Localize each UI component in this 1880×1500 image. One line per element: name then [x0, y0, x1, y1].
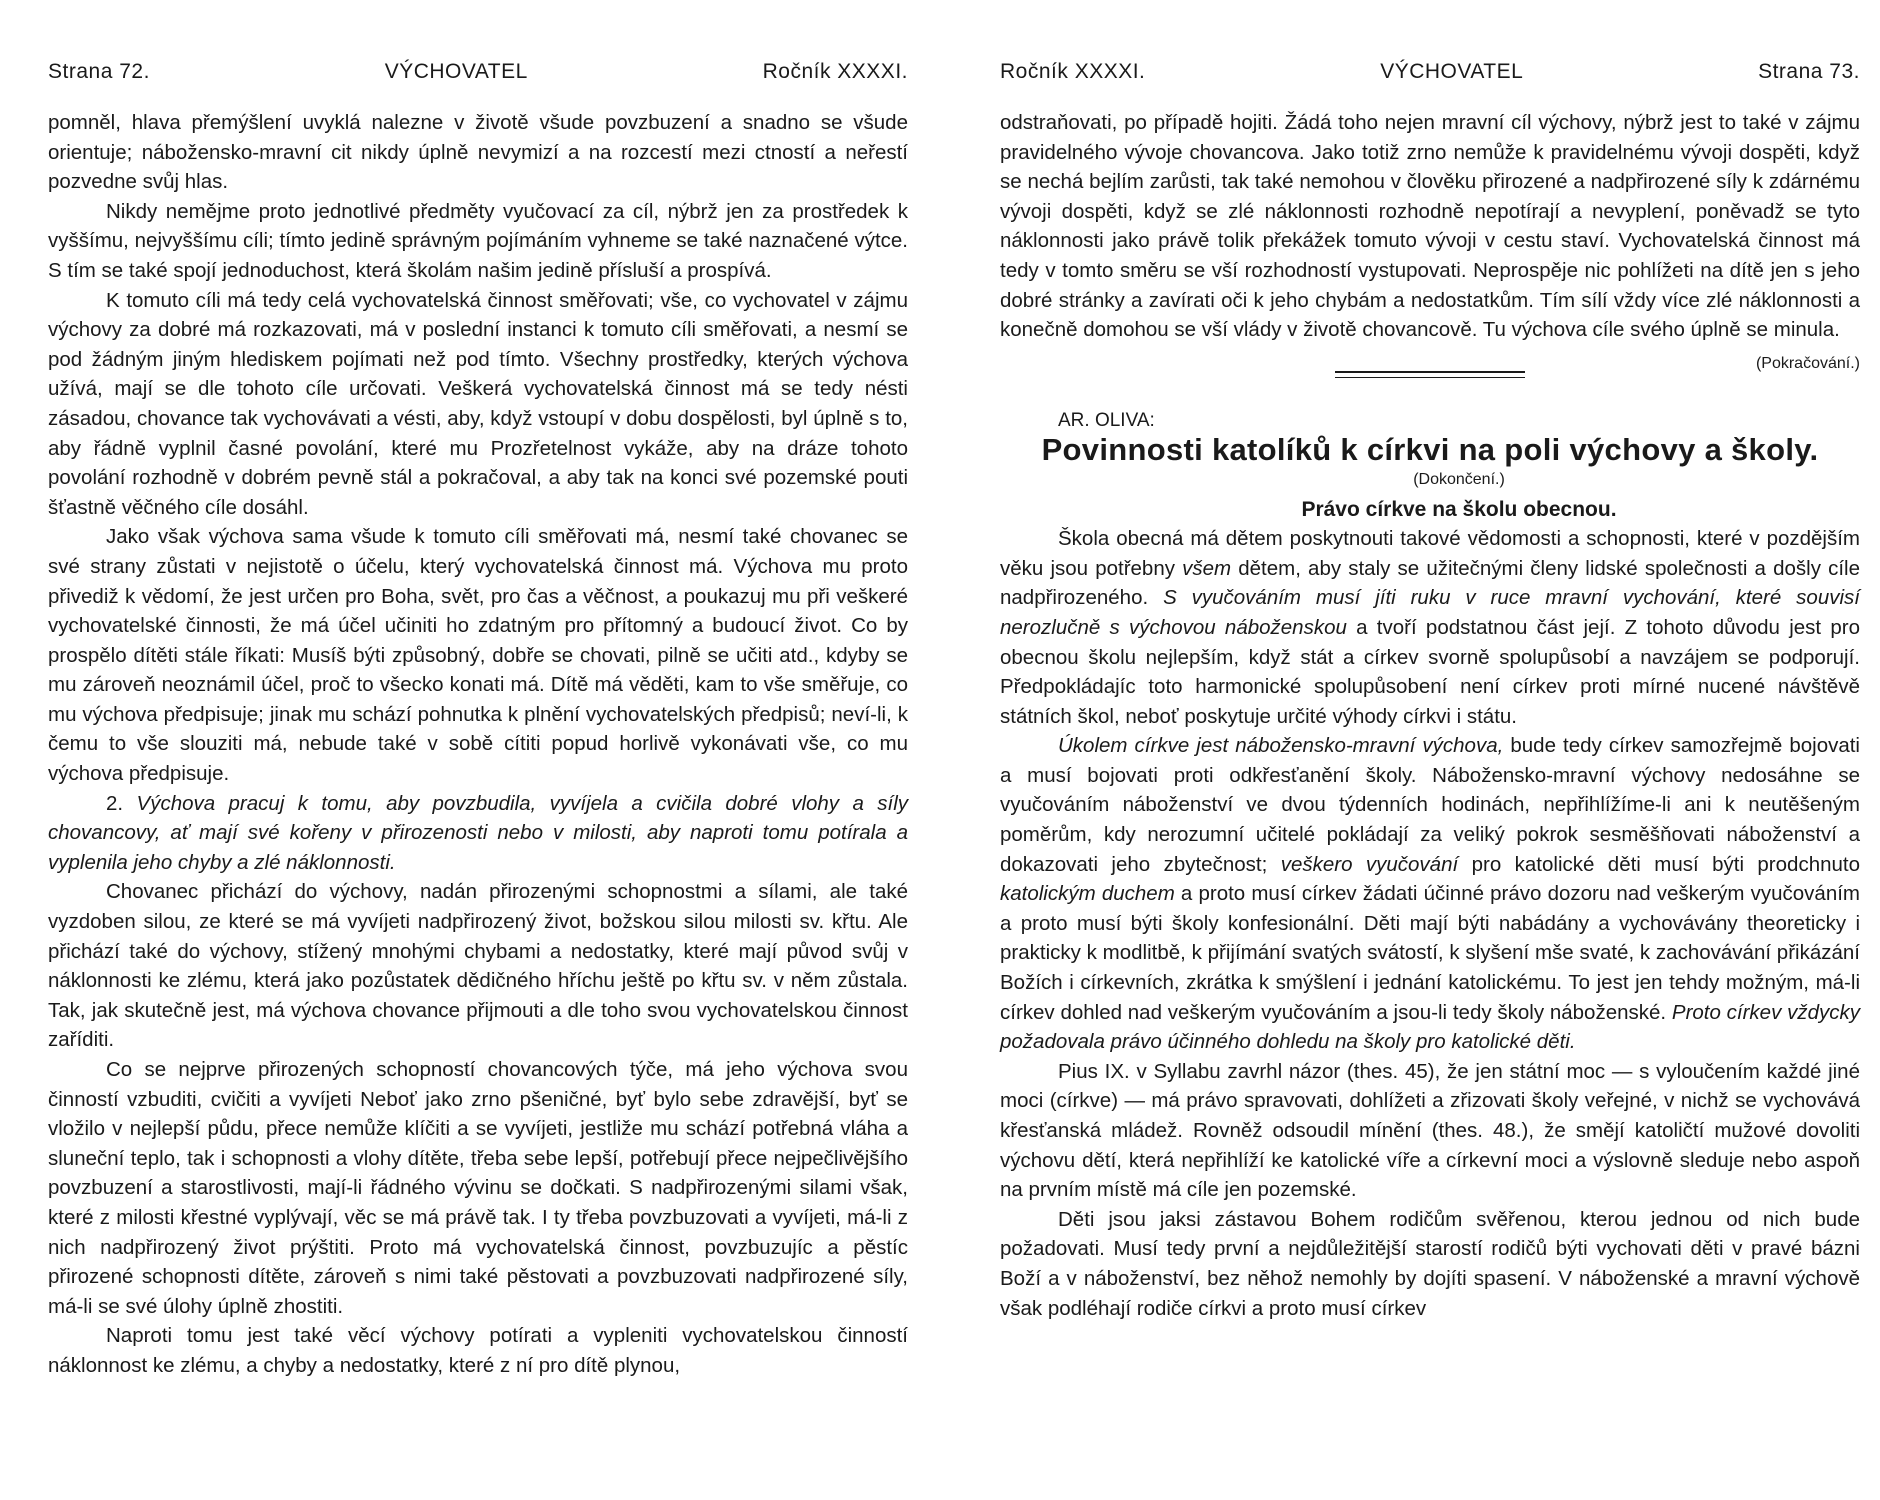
right-journal-title: VÝCHOVATEL — [1380, 60, 1524, 83]
right-volume: Ročník XXXXI. — [1000, 60, 1146, 83]
paragraph: K tomuto cíli má tedy celá vychovatelská činnost směřovati; vše, co vychovatel v zájmu výchovy za dobré má rozkazovati, má v poslední instanci k tomuto cíli směřovati, a nesmí se pod žádným jiným hlediskem pojímati než pod tímto. Všechny prostředky, kterých výchova užívá, mají se dle tohoto cíle určovati. Veškerá vychovatelská činnost má se tedy nésti zásadou, chovance tak vychovávati a vésti, aby, když vstoupí v dobu dospělosti, byl úplně s to, aby řádně vyplnil časné povolání, které mu Prozřetelnost vykáže, aby na dráze tohoto povolání rozhodně v dobrém pevně stál a pokračoval, a aby tak na konci své pozemské pouti šťastně věčného cíle dosáhl. — [48, 288, 908, 519]
paragraph: Naproti tomu jest také věcí výchovy potírati a vypleniti vychovatelskou činností náklonnost ke zlému, a chyby a nedostatky, které z ní pro dítě plynou, — [48, 1324, 908, 1377]
section-heading: Právo církve na školu obecnou. — [1301, 497, 1617, 521]
article-title: Povinnosti katolíků k církvi na poli výchovy a školy. — [1041, 432, 1819, 468]
paragraph: odstraňovati, po případě hojiti. Žádá toho nejen mravní cíl výchovy, nýbrž jest to také v zájmu pravidelného vývoje chovancova. Jako totiž zrno nemůže k pravidelnému vývoji dospěti, když se nechá bejlím zarůsti, tak také nemohou v člověku přirozené a nadpřirozené síly k zdárnému vývoji dospěti, když se zlé náklonnosti rozhodně nepotírají a nevyplení, poněvadž se tyto náklonnosti jako právě tolik překážek tomuto vývoji v cestu staví. Vychovatelská činnost má tedy v tomto směru se vší rozhodností vystupovati. Neprospěje nic pohlížeti na dítě jen s jeho dobré stránky a zavírati oči k jeho chybám a nedostatkům. Tím sílí vždy více zlé náklonnosti a konečně domohou se vší vlády v životě chovancově. Tu výchova cíle svého úplně se minula. (Pokračování.) — [1000, 108, 1860, 345]
paragraph: Pius IX. v Syllabu zavrhl názor (thes. 45), že jen státní moc — s vyloučením každé jiné moci (církve) — má právo spravovati, dohlížeti a zřizovati školy veřejné, v nichž se vychovává křesťanská mládež. Rovněž odsoudil mínění (thes. 48.), že smějí katoličtí mužové dovoliti výchovu dětí, která nepřihlíží ke katolické víře a církevní moci a výslovně sleduje nebo aspoň na prvním místě má cíle jen pozemské. — [1000, 1059, 1860, 1202]
paragraph: Úkolem církve jest nábožensko-mravní výchova, bude tedy církev samozřejmě bojovati a musí bojovati proti odkřesťanění školy. Nábožensko-mravní výchovy nedosáhne se vyučováním náboženství ve dvou týdenních hodinách, nepřihlížíme-li ani k neutěšeným poměrům, kdy nerozumní učitelé pokládají za veliký pokrok sesměšňovati náboženství a dokazovati jeho zbytečnost; veškero vyučování pro katolické děti musí býti prodchnuto katolickým duchem a proto musí církev žádati účinné právo dozoru nad veškerým vyučováním a proto musí býti školy konfesionální. Děti mají býti nabádány a vychovávány theoreticky i prakticky k modlitbě, k přijímání svatých svátostí, k slyšení mše svaté, k zachovávání přikázání Božích i církevních, zkrátka k smýšlení i jednání katolickému. To jest jen tehdy možným, má-li církev dohled nad veškerým vyučováním a jsou-li tedy školy náboženské. Proto církev vždycky požadovala právo účinného dohledu na školy pro katolické děti. — [1000, 734, 1861, 1054]
left-volume: Ročník XXXXI. — [762, 60, 908, 83]
continued-note: (Pokračování.) — [1755, 354, 1860, 372]
right-body-text — [1000, 108, 1860, 1323]
paragraph: pomněl, hlava přemýšlení uvyklá nalezne v životě všude povzbuzení a snadno se všude orientuje; nábožensko-mravní cit nikdy úplně nevymizí a na rozcestí mezi ctností a neřestí pozvedne svůj hlas. — [48, 111, 908, 194]
left-journal-title: VÝCHOVATEL — [384, 60, 528, 83]
paragraph: Nikdy nemějme proto jednotlivé předměty vyučovací za cíl, nýbrž jen za prostředek k vyššímu, nejvyššímu cíli; tímto jedině správným pojímáním vyhneme se také naznačené výtce. S tím se také spojí jednoduchost, která školám našim jedině přísluší a prospívá. — [48, 199, 908, 282]
left-running-header — [48, 60, 908, 84]
point-number: 2. — [106, 791, 124, 815]
numbered-point — [48, 789, 908, 878]
paragraph: Jako však výchova sama všude k tomuto cíli směřovati má, nesmí také chovanec se své strany zůstati v nejistotě o účelu, který vychovatelská činnost má. Výchova mu proto přivediž k vědomí, že jest určen pro Boha, svět, pro čas a věčnost, a poukazuj mu při veškeré vychovatelské činnosti, že má účel učiniti ho zdatným pro přítomný a budoucí život. Co by prospělo dítěti stále říkati: Musíš býti způsobný, dobře se chovati, pilně se učiti atd., kdyby se mu zároveň neoznámil účel, proč to všecko konati má. Dítě má věděti, kam to vše směřuje, co mu výchova předpisuje; jinak mu schází pohnutka k plnění vychovatelských předpisů; neví-li, k čemu to vše slouziti má, nebude také v sobě cítiti popud horlivě vykonávati vše, co mu výchova předpisuje. — [48, 525, 908, 786]
right-running-header — [1000, 60, 1860, 84]
paragraph: Chovanec přichází do výchovy, nadán přirozenými schopnostmi a sílami, ale také vyzdoben silou, ze které se má vyvíjeti nadpřirozený život, božskou silou milosti sv. křtu. Ale přichází také do výchovy, stížený mnohými chybami a nedostatky, které mají původ svůj v náklonnosti ke zlému, která jako pozůstatek dědičného hříchu ještě po křtu sv. v něm zůstala. Tak, jak skutečně jest, má výchova chovance přijmouti a dle toho svou vychovatelskou činnost zaříditi. — [48, 880, 908, 1052]
right-page — [1000, 60, 1860, 1323]
article-author: AR. OLIVA: — [1058, 409, 1155, 431]
paragraph: Děti jsou jaksi zástavou Bohem rodičům svěřenou, kterou jednou od nich bude požadovati. Musí tedy první a nejdůležitější starostí rodičů býti vychovati děti v pravé bázni Boží a v náboženství, bez něhož nemohly by dojíti spasení. V náboženské a mravní výchově však podléhají rodiče církvi a proto musí církev — [1000, 1207, 1860, 1320]
left-page — [48, 60, 908, 1381]
right-page-number: Strana 73. — [1758, 60, 1860, 83]
paragraph: Škola obecná má dětem poskytnouti takové vědomosti a schopnosti, které v pozdějším věku jsou potřebny všem dětem, aby staly se užitečnými členy lidské společnosti a došly cíle nadpřirozeného. S vyučováním musí jíti ruku v ruce mravní vychování, které souvisí nerozlučně s výchovou náboženskou a tvoří podstatnou část její. Z tohoto důvodu jest pro obecnou školu nejlepším, když stát a církev svorně spolupůsobí a navzájem se podporují. Předpokládajíc toto harmonické spolupůsobení není církev proti mírné nucené návštěvě státních škol, neboť poskytuje určité výhody církvi i státu. — [1000, 527, 1860, 728]
point-text: Výchova pracuj k tomu, aby povzbudila, vyvíjela a cvičila dobré vlohy a síly chovancovy, ať mají své kořeny v přirozenosti nebo v milosti, aby naproti tomu potírala a vyplenila jeho chyby a zlé náklonnosti. — [48, 791, 908, 874]
article-subtitle: (Dokončení.) — [1413, 470, 1505, 488]
paragraph: Co se nejprve přirozených schopností chovancových týče, má jeho výchova svou činností vzbuditi, cvičiti a vyvíjeti Neboť jako zrno pšeničné, byť bylo sebe zdravější, byť se vložilo v nejlepší půdu, přece nemůže klíčiti a se vyvíjeti, jestliže mu schází potřebná vláha a sluneční teplo, tak i schopnosti a vlohy dítěte, třeba sebe lepší, potřebují přece nejpečlivějšího povzbuzení a starostlivosti, mají-li řádného vývinu se dočkati. S nadpřirozenými silami však, které z milosti křestné vyplývají, věc se má právě tak. I ty třeba povzbuzovati a vyvíjeti, má-li z nich nadpřirozený život prýštiti. Proto má vychovatelská činnost, povzbuzujíc a pěstíc přirozené schopnosti dítěte, zároveň s nimi také pěstovati a povzbuzovati nadpřirozené síly, má-li se své úlohy úplně zhostiti. — [48, 1058, 908, 1318]
left-page-number: Strana 72. — [48, 60, 150, 83]
section-divider — [1000, 371, 1860, 378]
left-body-text — [48, 108, 908, 1381]
